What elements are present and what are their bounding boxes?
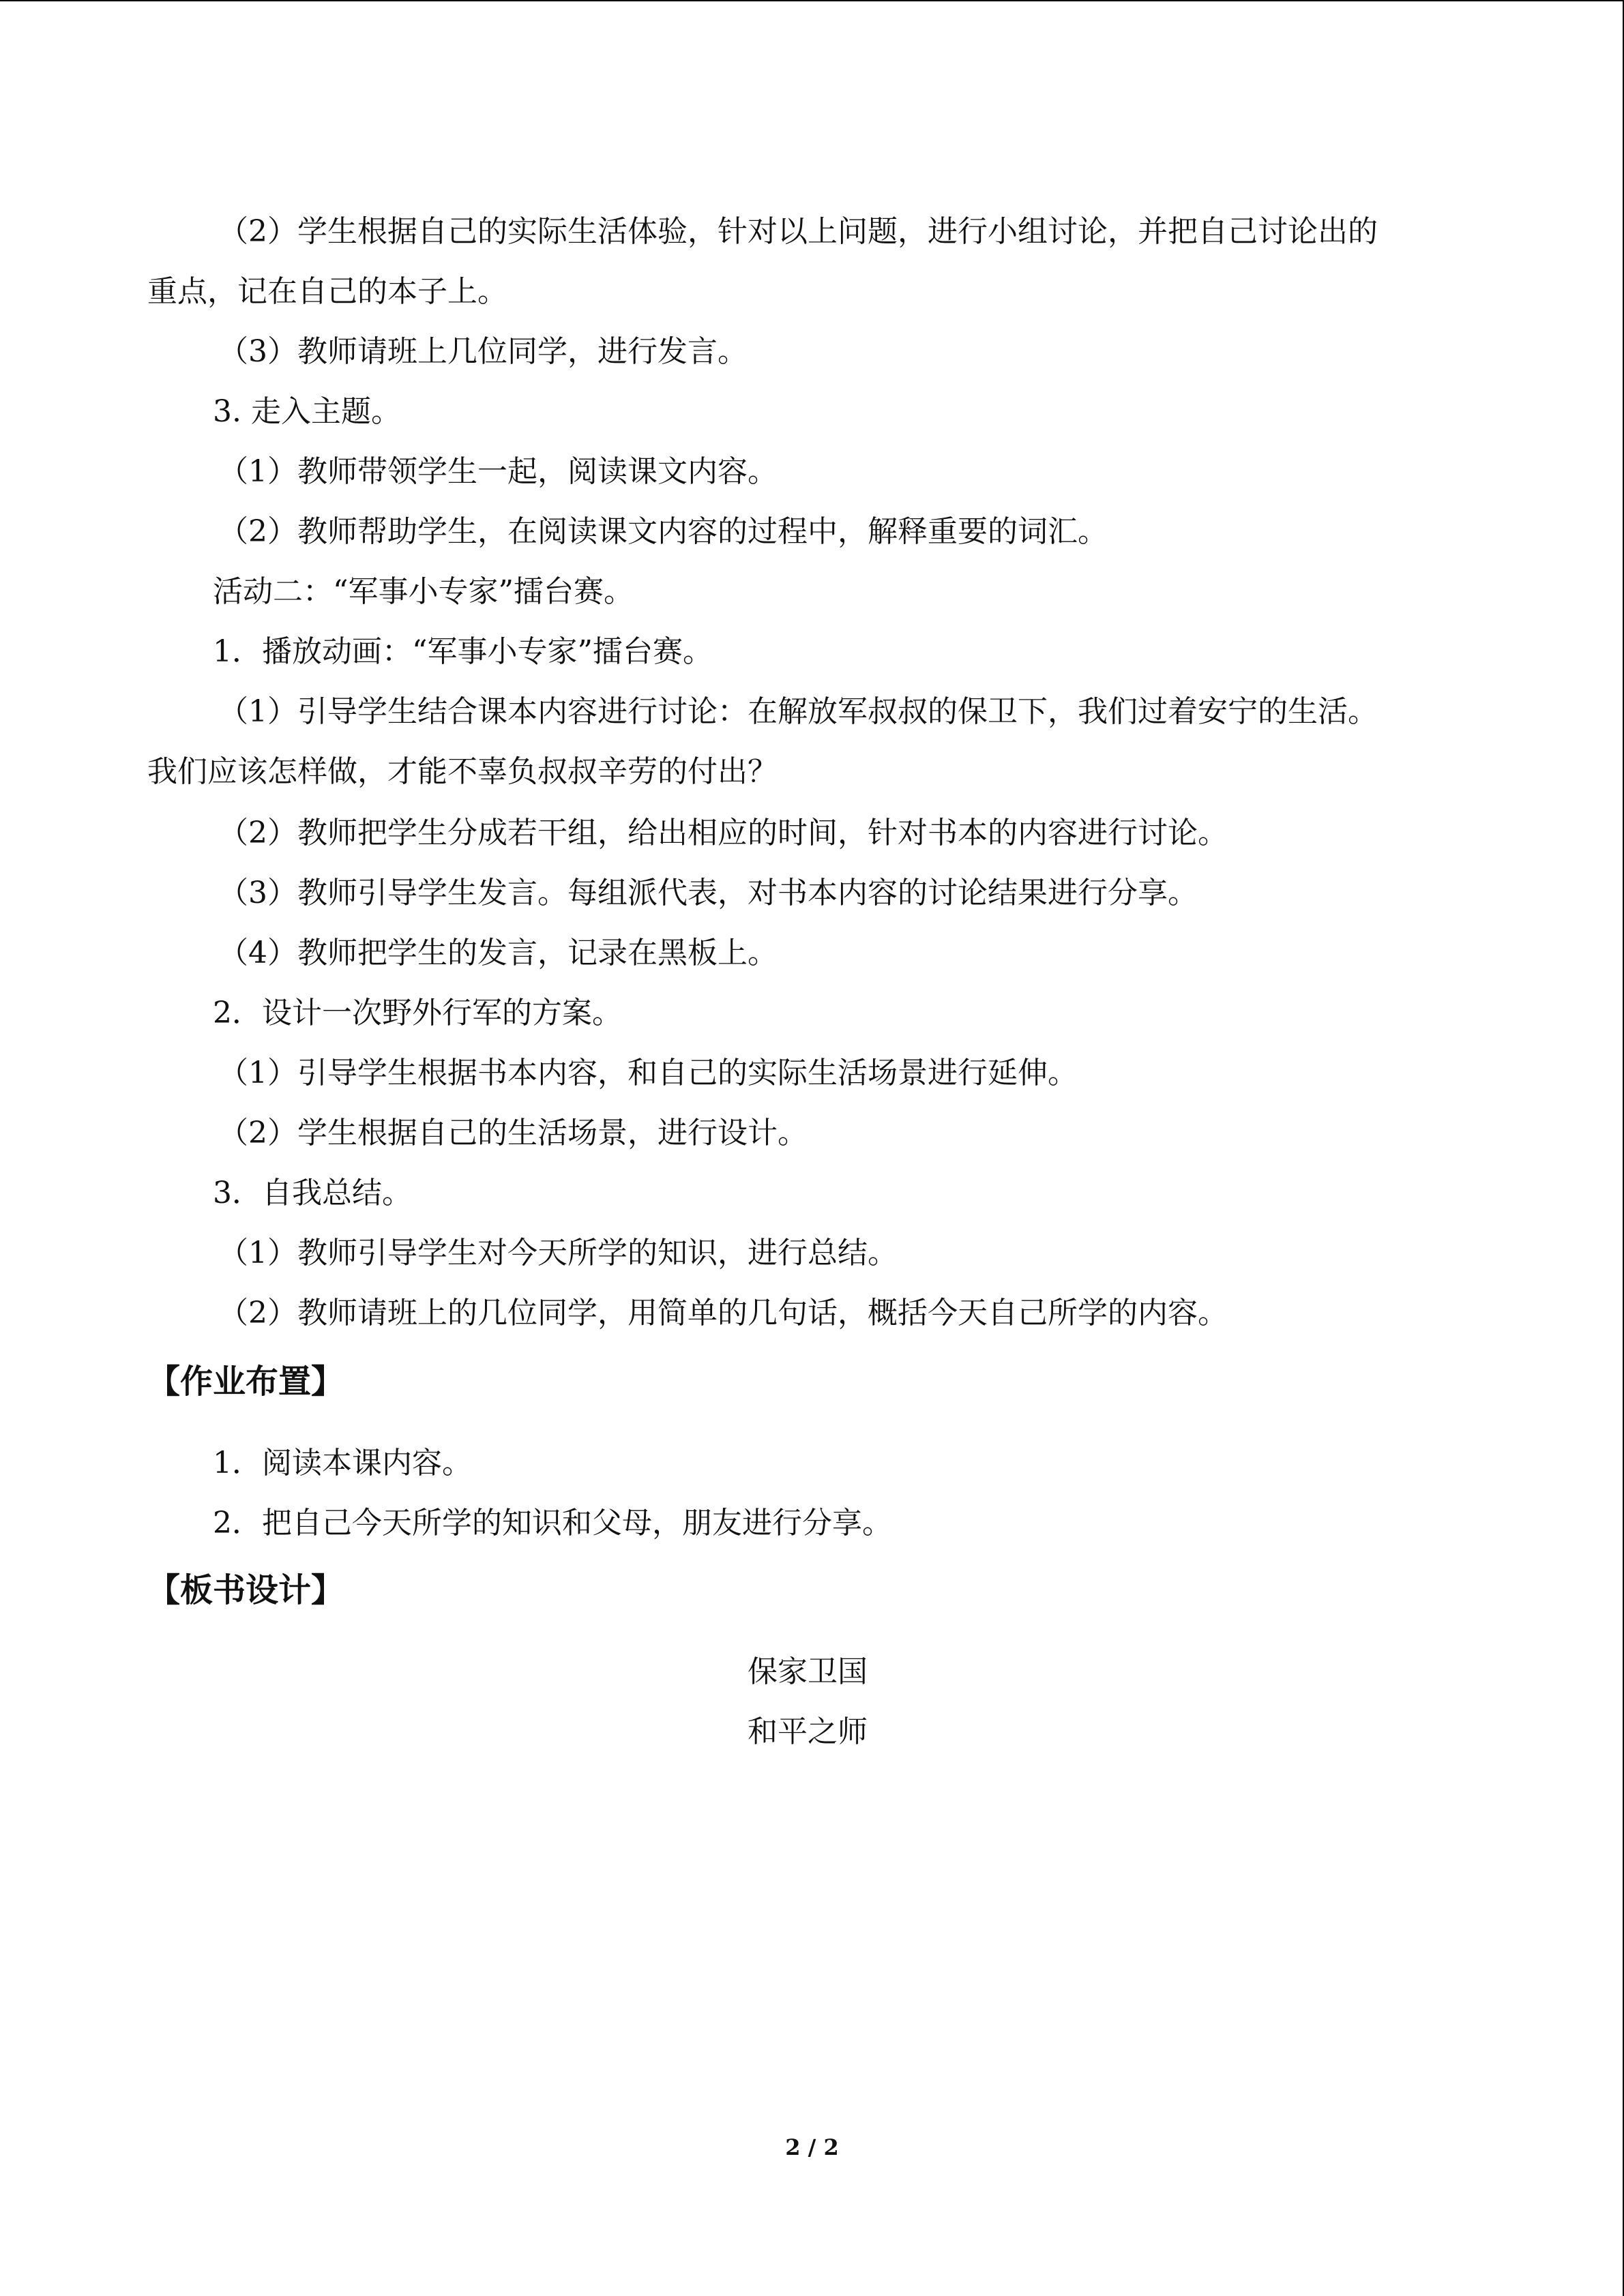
body-line: （4）教师把学生的发言，记录在黑板上。 (218, 936, 778, 970)
body-line: 2．设计一次野外行军的方案。 (213, 996, 622, 1030)
body-line: 我们应该怎样做，才能不辜负叔叔辛劳的付出？ (147, 754, 778, 789)
body-line: 重点，记在自己的本子上。 (147, 274, 507, 309)
body-line: （2）教师把学生分成若干组，给出相应的时间，针对书本的内容进行讨论。 (218, 816, 1228, 850)
body-line: （1）教师引导学生对今天所学的知识，进行总结。 (218, 1236, 898, 1270)
body-line: 1．播放动画：“军事小专家”擂台赛。 (213, 634, 713, 669)
body-line: （2）学生根据自己的实际生活体验，针对以上问题，进行小组讨论，并把自己讨论出的 (218, 214, 1378, 249)
body-line: （3）教师引导学生发言。每组派代表，对书本内容的讨论结果进行分享。 (218, 876, 1198, 910)
body-line: 活动二：“军事小专家”擂台赛。 (213, 574, 634, 609)
body-line: （1）教师带领学生一起，阅读课文内容。 (218, 454, 778, 489)
body-line: 3. 走入主题。 (213, 394, 401, 429)
section-heading-homework: 【作业布置】 (147, 1362, 344, 1401)
body-line: （2）教师请班上的几位同学，用简单的几句话，概括今天自己所学的内容。 (218, 1296, 1228, 1330)
homework-item: 1．阅读本课内容。 (213, 1446, 472, 1480)
homework-item: 2．把自己今天所学的知识和父母，朋友进行分享。 (213, 1506, 892, 1540)
section-heading-board: 【板书设计】 (147, 1571, 344, 1609)
page-number: 2 / 2 (785, 2134, 839, 2160)
body-line: （2）学生根据自己的生活场景，进行设计。 (218, 1116, 808, 1150)
body-line: 3．自我总结。 (213, 1176, 412, 1210)
board-line: 保家卫国 (748, 1654, 868, 1689)
board-line: 和平之师 (748, 1714, 868, 1749)
body-line: （3）教师请班上几位同学，进行发言。 (218, 334, 748, 369)
body-line: （2）教师帮助学生，在阅读课文内容的过程中，解释重要的词汇。 (218, 514, 1108, 549)
body-line: （1）引导学生根据书本内容，和自己的实际生活场景进行延伸。 (218, 1056, 1078, 1090)
body-line: （1）引导学生结合课本内容进行讨论：在解放军叔叔的保卫下，我们过着安宁的生活。 (218, 694, 1378, 729)
